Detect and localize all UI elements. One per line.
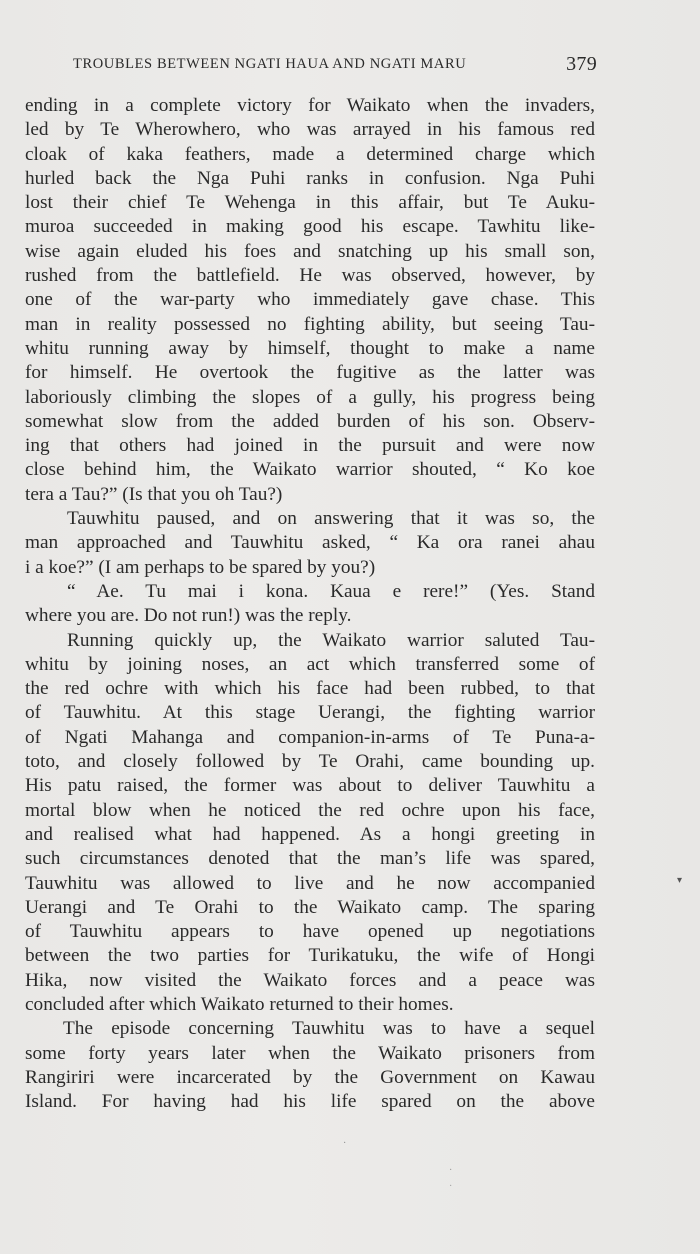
text-line: toto, and closely followed by Te Orahi, came bounding up. (25, 751, 595, 773)
text-line: cloak of kaka feathers, made a determined charge which (25, 143, 595, 165)
text-line: man approached and Tauwhitu asked, “ Ka ora ranei ahau (25, 532, 595, 554)
text-line: for himself. He overtook the fugitive as the latter was (25, 362, 595, 384)
text-line: Running quickly up, the Waikato warrior saluted Tau- (67, 629, 595, 651)
text-line: such circumstances denoted that the man’s life was spared, (25, 848, 595, 870)
running-head: TROUBLES BETWEEN NGATI HAUA AND NGATI MARU (73, 55, 467, 72)
text-line: and realised what had happened. As a hongi greeting in (25, 823, 595, 845)
text-line: led by Te Wherowhero, who was arrayed in his famous red (25, 119, 595, 141)
text-line: one of the war-party who immediately gave chase. This (25, 289, 595, 311)
text-line: of Ngati Mahanga and companion-in-arms of Te Puna-a- (25, 726, 595, 748)
text-line: His patu raised, the former was about to deliver Tauwhitu a (25, 775, 595, 797)
text-line: The episode concerning Tauwhitu was to have a sequel (63, 1018, 595, 1040)
text-line: ing that others had joined in the pursuit and were now (25, 435, 595, 457)
text-line: tera a Tau?” (Is that you oh Tau?) (25, 483, 283, 505)
text-line: “ Ae. Tu mai i kona. Kaua e rere!” (Yes. Stand (67, 580, 595, 602)
body-text (25, 94, 595, 1114)
text-line: mortal blow when he noticed the red ochre upon his face, (25, 799, 595, 821)
ink-speck: · (343, 1138, 347, 1149)
text-line: hurled back the Nga Puhi ranks in confusion. Nga Puhi (25, 167, 595, 189)
ink-speck: · (449, 1181, 453, 1192)
text-line: man in reality possessed no fighting ability, but seeing Tau- (25, 313, 595, 335)
text-line: Uerangi and Te Orahi to the Waikato camp. The sparing (25, 896, 595, 918)
text-line: where you are. Do not run!) was the reply. (25, 605, 352, 627)
text-line: of Tauwhitu. At this stage Uerangi, the fighting warrior (25, 702, 595, 724)
text-line: between the two parties for Turikatuku, the wife of Hongi (25, 945, 595, 967)
text-line: Tauwhitu paused, and on answering that it was so, the (67, 508, 595, 530)
ink-speck: · (449, 1165, 453, 1176)
text-line: lost their chief Te Wehenga in this affair, but Te Auku- (25, 192, 595, 214)
text-line: ending in a complete victory for Waikato when the invaders, (25, 95, 595, 116)
text-line: i a koe?” (I am perhaps to be spared by you?) (25, 556, 376, 578)
page-header (73, 52, 597, 76)
text-line: concluded after which Waikato returned to their homes. (25, 993, 454, 1015)
text-line: of Tauwhitu appears to have opened up negotiations (25, 921, 595, 943)
text-line: Tauwhitu was allowed to live and he now accompanied (25, 872, 595, 894)
text-line: laboriously climbing the slopes of a gully, his progress being (25, 386, 595, 408)
text-line: some forty years later when the Waikato prisoners from (25, 1042, 595, 1064)
page-number: 379 (566, 52, 597, 75)
text-line: somewhat slow from the added burden of his son. Observ- (25, 410, 595, 432)
text-line: Hika, now visited the Waikato forces and a peace was (25, 969, 595, 991)
text-line: Rangiriri were incarcerated by the Government on Kawau (25, 1066, 595, 1088)
text-line: Island. For having had his life spared on the above (25, 1091, 595, 1113)
ink-speck: ▾ (677, 875, 683, 886)
text-line: muroa succeeded in making good his escape. Tawhitu like- (25, 216, 595, 238)
text-line: close behind him, the Waikato warrior shouted, “ Ko koe (25, 459, 595, 481)
text-line: the red ochre with which his face had been rubbed, to that (25, 678, 595, 700)
text-line: whitu by joining noses, an act which transferred some of (25, 653, 595, 675)
text-line: wise again eluded his foes and snatching up his small son, (25, 240, 595, 262)
text-line: whitu running away by himself, thought to make a name (25, 337, 595, 359)
text-line: rushed from the battlefield. He was observed, however, by (25, 265, 595, 287)
